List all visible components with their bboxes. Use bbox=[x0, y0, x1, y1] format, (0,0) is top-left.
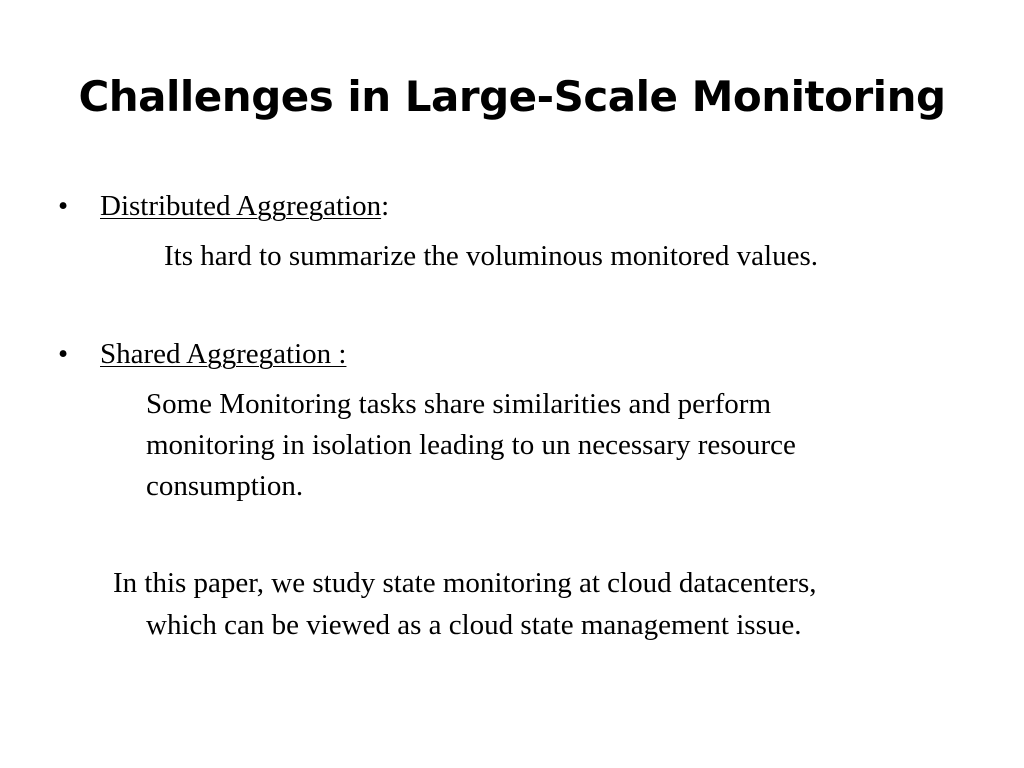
bullet-icon: • bbox=[58, 190, 69, 222]
closing-line: which can be viewed as a cloud state management issue. bbox=[146, 609, 802, 641]
bullet-icon: • bbox=[58, 338, 69, 370]
bullet-shared-aggregation bbox=[58, 334, 346, 375]
bullet-heading-suffix: : bbox=[381, 190, 390, 222]
bullet-detail-line: monitoring in isolation leading to un necessary resource bbox=[146, 429, 796, 461]
bullet-distributed-aggregation bbox=[58, 186, 389, 227]
bullet-detail-line: consumption. bbox=[146, 470, 304, 502]
bullet-detail-line: Some Monitoring tasks share similarities and perform bbox=[146, 388, 772, 420]
slide-title: Challenges in Large-Scale Monitoring bbox=[78, 72, 946, 121]
bullet-heading: Distributed Aggregation bbox=[100, 190, 382, 222]
bullet-detail: Its hard to summarize the voluminous monitored values. bbox=[164, 240, 818, 272]
closing-line: In this paper, we study state monitoring at cloud datacenters, bbox=[113, 567, 817, 599]
bullet-heading: Shared Aggregation : bbox=[100, 338, 347, 370]
